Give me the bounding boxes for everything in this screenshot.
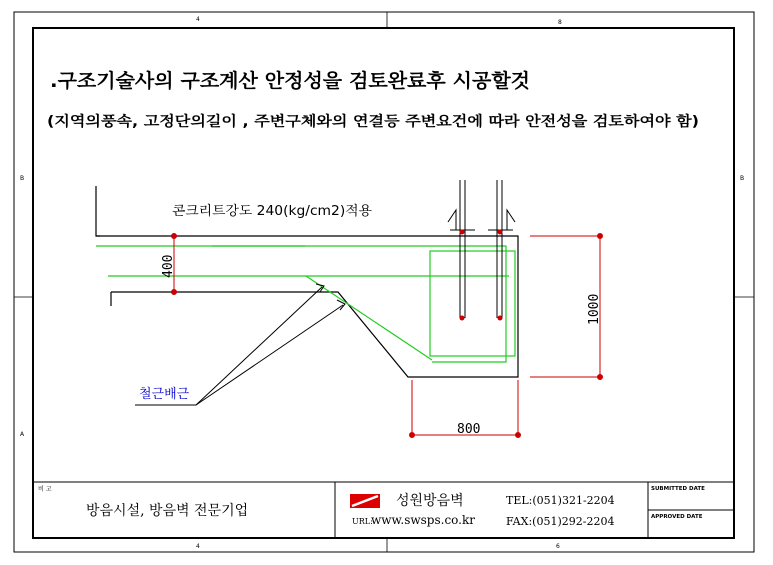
grid-ticks [14,12,754,552]
grid-mark-bottom-right: 6 [556,543,560,550]
concrete-strength-label: 콘크리트강도 240(kg/cm2)적용 [172,204,360,219]
grid-mark-bottom-left: 4 [196,543,200,550]
dimension-1000: 1000 [587,293,602,325]
rebar-label: 철근배근 [139,387,190,402]
submitted-date-label: SUBMITTED DATE [651,486,705,492]
anchor-bolts [448,180,515,318]
dimension-400: 400 [161,254,176,278]
company-logo-icon [350,494,380,508]
url-label: URL: [352,517,373,526]
approved-date-label: APPROVED DATE [651,514,703,520]
remark-label: 비 고 [38,486,52,493]
grid-mark-right-upper: B [740,175,745,182]
rebar-lines [96,246,515,362]
company-url[interactable]: www.swsps.co.kr [371,513,476,527]
company-description: 방음시설, 방음벽 전문기업 [86,503,249,519]
grid-mark-top-left: 4 [196,16,200,23]
company-tel: TEL:(051)321-2204 [506,494,615,507]
outer-border [14,12,754,552]
dimension-800: 800 [457,422,481,437]
grid-mark-left-upper: B [20,175,25,182]
company-fax: FAX:(051)292-2204 [506,515,615,528]
note-subtitle: (지역의풍속, 고정단의길이 , 주변구체와의 연결등 주변요건에 따라 안전성을 검토하여야 함) [47,114,615,130]
inner-border [33,28,734,538]
grid-mark-top-right: 8 [558,19,562,26]
company-name: 성원방음벽 [396,493,464,509]
bolt-markers [460,230,503,321]
note-title: .구조기술사의 구조계산 안정성을 검토완료후 시공할것 [50,70,506,92]
dimension-lines [172,234,603,438]
grid-mark-left-lower: A [20,431,25,438]
